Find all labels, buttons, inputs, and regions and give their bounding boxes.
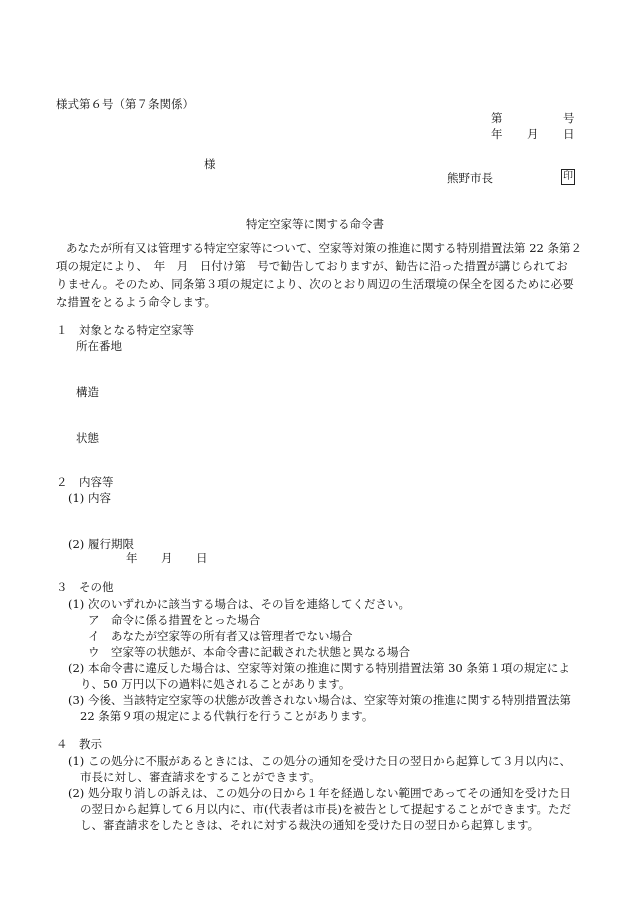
section-3-item-1b: イ あなたが空家等の所有者又は管理者でない場合 [88,629,353,643]
doc-number-suffix: 号 [563,111,575,125]
deadline-month-label: 月 [161,551,173,565]
date-year-label: 年 [491,127,503,141]
issuer-name: 熊野市長 [447,171,493,185]
addressee-honorific: 様 [204,157,216,171]
section-3-item-1c: ウ 空家等の状態が、本命令書に記載された状態と異なる場合 [88,645,410,659]
section-3-item-1: (1) 次のいずれかに該当する場合は、その旨を連絡してください。 [68,597,410,611]
section-4-heading: ４ 教示 [56,737,102,751]
date-day-label: 日 [563,127,575,141]
intro-line-4: な措置をとるよう命令します。 [56,295,217,309]
section-3-item-2-line-1: (2) 本命令書に違反した場合は、空家等対策の推進に関する特別措置法第 30 条第１項の規定によ [68,661,570,675]
deadline-year-label: 年 [126,551,138,565]
section-4-item-1-line-1: (1) この処分に不服があるときには、この処分の通知を受けた日の翌日から起算して３月以内に、 [68,754,571,768]
section-2-item-2: (2) 履行期限 [68,537,134,551]
section-2-heading: ２ 内容等 [56,475,114,489]
section-1-condition-label: 状態 [76,431,99,445]
seal-mark: 印 [561,169,575,185]
section-1-address-label: 所在番地 [76,339,122,353]
section-3-item-3-line-1: (3) 今後、当該特定空家等の状態が改善されない場合は、空家等対策の推進に関する特別措置法第 [68,693,571,707]
section-3-heading: ３ その他 [56,580,114,594]
date-month-label: 月 [527,127,539,141]
section-4-item-1-line-2: 市長に対し、審査請求をすることができます。 [80,770,321,784]
section-3-item-3-line-2: 22 条第９項の規定による代執行を行うことがあります。 [80,709,374,723]
intro-line-2: 項の規定により、 年 月 日付け第 号で勧告しておりますが、勧告に沿った措置が講じられてお [56,259,568,273]
intro-line-1: あなたが所有又は管理する特定空家等について、空家等対策の推進に関する特別措置法第 22 条第２ [66,241,582,255]
section-4-item-2-line-1: (2) 処分取り消しの訴えは、この処分の日から１年を経過しない範囲であってその通知を受けた日 [68,786,571,800]
document-title: 特定空家等に関する命令書 [246,217,384,231]
section-4-item-2-line-2: の翌日から起算して６月以内に、市(代表者は市長)を被告として提起することができます。ただ [80,802,572,816]
deadline-day-label: 日 [196,551,208,565]
section-3-item-1a: ア 命令に係る措置をとった場合 [88,613,261,627]
form-number: 様式第６号（第７条関係） [56,97,194,111]
section-1-heading: １ 対象となる特定空家等 [56,323,194,337]
section-4-item-2-line-3: し、審査請求をしたときは、それに対する裁決の通知を受けた日の翌日から起算します。 [80,818,540,832]
section-3-item-2-line-2: り、50 万円以下の過料に処されることがあります。 [80,677,351,691]
doc-number-prefix: 第 [491,111,503,125]
section-2-item-1: (1) 内容 [68,491,111,505]
intro-line-3: りません。そのため、同条第３項の規定により、次のとおり周辺の生活環境の保全を図るために必要 [56,277,574,291]
section-1-structure-label: 構造 [76,385,99,399]
